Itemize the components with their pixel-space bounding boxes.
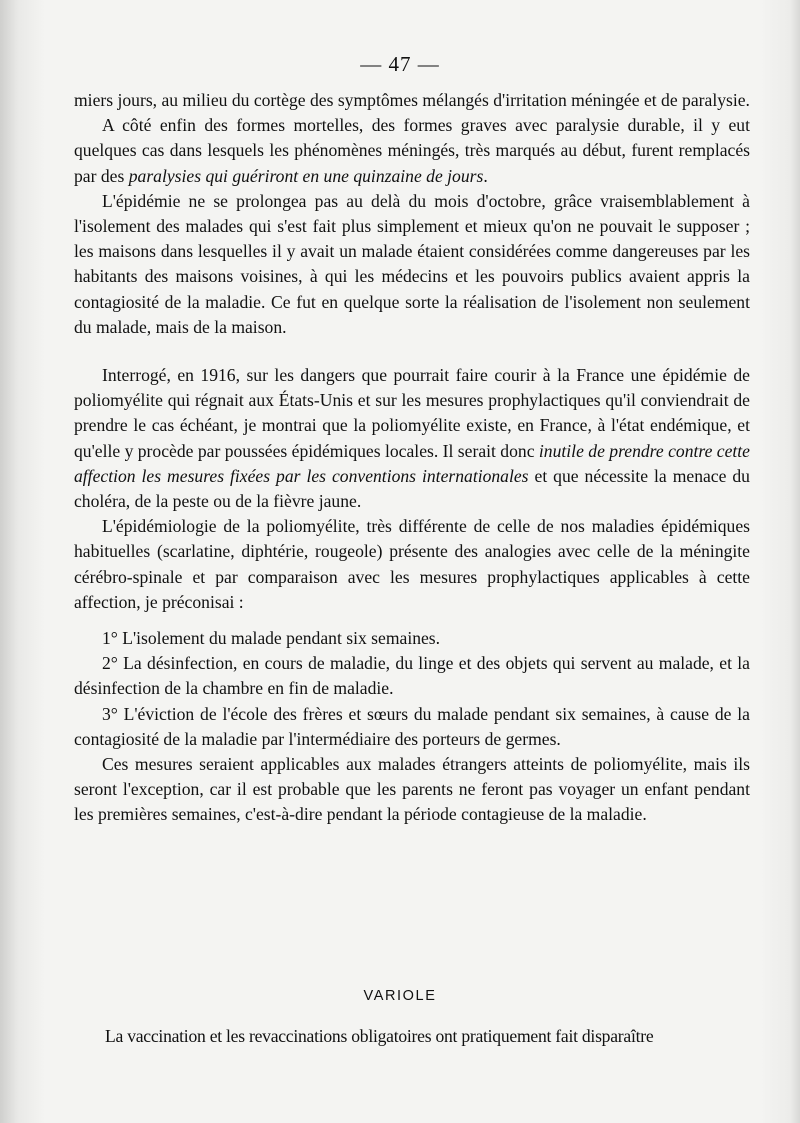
section-title-variole: VARIOLE (363, 988, 437, 1004)
document-body (74, 88, 750, 828)
paragraph-formes-end: . (483, 165, 488, 186)
paragraph-interroge-emphasis: inutile de prendre contre cette affection les mesures fixées par les conventions internationales (74, 440, 750, 486)
paragraph-formes-text: A côté enfin des formes mortelles, des formes graves avec paralysie durable, il y eut quelques cas dans lesquels les phénomènes méningés, très marqués au début, furent remplacés par des (74, 115, 750, 186)
paragraph-interroge-text: Interrogé, en 1916, sur les dangers que pourrait faire courir à la France une épidémie de poliomyélite qui régnait aux États-Unis et sur les mesures prophylactiques qu'il conviendrait de prendre le cas échéant, je montrai que la poliomyélite existe, en France, à l'état endémique, et qu'elle y procède par poussées épidémiques locales. Il serait donc (74, 365, 750, 461)
paragraph-mesures: Ces mesures seraient applicables aux malades étrangers atteints de poliomyélite, mais ils seront l'exception, car il est probable que les parents ne feront pas voyager un enfant pendant les premières semaines, c'est-à-dire pendant la période contagieuse de la maladie. (74, 754, 750, 825)
paragraph-formes-emphasis: paralysies qui guériront en une quinzaine de jours (128, 165, 484, 186)
measure-item-1: 1° L'isolement du malade pendant six semaines. (102, 628, 441, 649)
paragraph-interroge-end: et que nécessite la menace du choléra, de la peste ou de la fièvre jaune. (74, 465, 750, 512)
page-number: — 47 — (360, 52, 440, 76)
measure-item-3: 3° L'éviction de l'école des frères et sœurs du malade pendant six semaines, à cause de la contagiosité de la maladie par l'intermédiaire des porteurs de germes. (74, 703, 750, 749)
paragraph-carryover: miers jours, au milieu du cortège des symptômes mélangés d'irritation méningée et de paralysie. (74, 90, 750, 110)
measure-item-2: 2° La désinfection, en cours de maladie, du linge et des objets qui servent au malade, et la désinfection de la chambre en fin de maladie. (74, 653, 750, 699)
paragraph-epidemie: L'épidémie ne se prolongea pas au delà du mois d'octobre, grâce vraisemblablement à l'isolement des malades qui s'est fait plus simplement et mieux qu'on ne pouvait le supposer ; les maisons dans lesquelles il y avait un malade étaient considérées comme dangereuses par les habitants des maisons voisines, à qui les médecins et les pouvoirs publics avaient appris la contagiosité de la maladie. Ce fut en quelque sorte la réalisation de l'isolement non seulement du malade, mais de la maison. (74, 190, 750, 337)
paragraph-formes (74, 113, 750, 189)
paragraph-interroge (74, 363, 750, 514)
paragraph-variole: La vaccination et les revaccinations obligatoires ont pratiquement fait disparaître (105, 1026, 654, 1046)
paragraph-epidemiologie: L'épidémiologie de la poliomyélite, très différente de celle de nos maladies épidémiques habituelles (scarlatine, diphtérie, rougeole) présente des analogies avec celle de la méningite cérébro-spinale et par comparaison avec les mesures prophylactiques applicables à cette affection, je préconisai : (74, 516, 750, 612)
